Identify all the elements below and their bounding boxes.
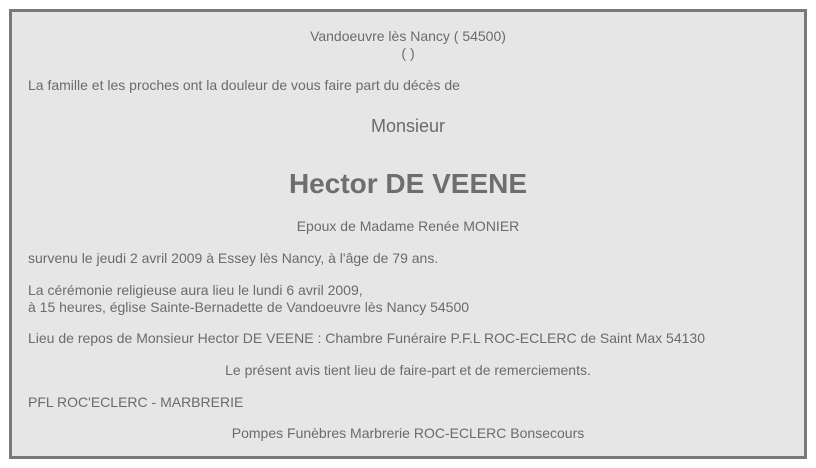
location-text: Vandoeuvre lès Nancy ( 54500) <box>310 28 506 44</box>
location-subtext: ( ) <box>401 45 415 61</box>
spouse-text: Epoux de Madame Renée MONIER <box>296 218 520 234</box>
ceremony-line-2: à 15 heures, église Sainte-Bernadette de Vandoeuvre lès Nancy 54500 <box>28 299 470 315</box>
deceased-name: Hector DE VEENE <box>288 168 528 199</box>
footer-text: Pompes Funèbres Marbrerie ROC-ECLERC Bonsecours <box>231 425 585 441</box>
ceremony-line-1: La cérémonie religieuse aura lieu le lundi 6 avril 2009, <box>28 282 363 298</box>
title-text: Monsieur <box>370 116 446 136</box>
thanks-text: Le présent avis tient lieu de faire-part et de remerciements. <box>225 362 591 378</box>
intro-text: La famille et les proches ont la douleur de vous faire part du décès de <box>28 77 460 93</box>
death-notice-card <box>9 9 807 459</box>
company-text: PFL ROC'ECLERC - MARBRERIE <box>28 394 244 410</box>
death-details: survenu le jeudi 2 avril 2009 à Essey lès Nancy, à l'âge de 79 ans. <box>28 250 439 266</box>
rest-place-text: Lieu de repos de Monsieur Hector DE VEENE : Chambre Funéraire P.F.L ROC-ECLERC de Saint Max 54130 <box>28 330 705 346</box>
